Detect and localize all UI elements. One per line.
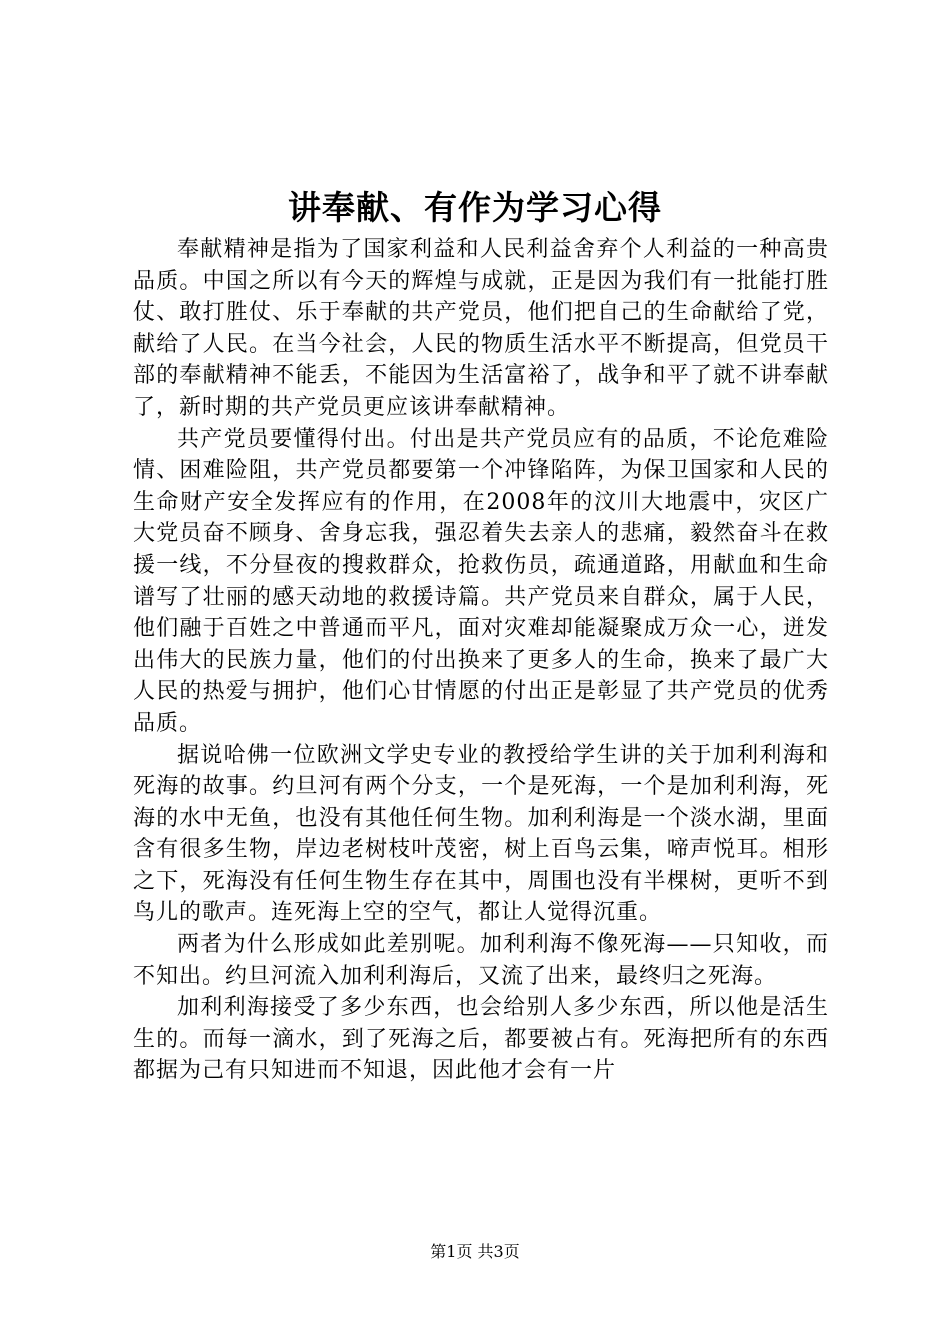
paragraph: 奉献精神是指为了国家利益和人民利益舍弃个人利益的一种高贵品质。中国之所以有今天的辉煌与成就，正是因为我们有一批能打胜仗、敢打胜仗、乐于奉献的共产党员，他们把自己的生命献给了党，献给了人民。在当今社会，人民的物质生活水平不断提高，但党员干部的奉献精神不能丢，不能因为生活富裕了，战争和平了就不讲奉献了，新时期的共产党员更应该讲奉献精神。	[133, 237, 829, 420]
document-body	[133, 234, 829, 1087]
document-title: 讲奉献、有作为学习心得	[288, 188, 662, 227]
page-footer: 第1页 共3页	[430, 1242, 520, 1261]
paragraph: 加利利海接受了多少东西，也会给别人多少东西，所以他是活生生的。而每一滴水，到了死海之后，都要被占有。死海把所有的东西都据为己有只知进而不知退，因此他才会有一片	[133, 995, 829, 1084]
paragraph: 据说哈佛一位欧洲文学史专业的教授给学生讲的关于加利利海和死海的故事。约旦河有两个分支，一个是死海，一个是加利利海，死海的水中无鱼，也没有其他任何生物。加利利海是一个淡水湖，里面含有很多生物，岸边老树枝叶茂密，树上百鸟云集，啼声悦耳。相形之下，死海没有任何生物生存在其中，周围也没有半棵树，更听不到鸟儿的歌声。连死海上空的空气，都让人觉得沉重。	[133, 742, 829, 926]
paragraph: 共产党员要懂得付出。付出是共产党员应有的品质，不论危难险情、困难险阻，共产党员都要第一个冲锋陷阵，为保卫国家和人民的生命财产安全发挥应有的作用，在2008年的汶川大地震中，灾区广大党员奋不顾身、舍身忘我，强忍着失去亲人的悲痛，毅然奋斗在救援一线，不分昼夜的搜救群众，抢救伤员，疏通道路，用献血和生命谱写了壮丽的感天动地的救援诗篇。共产党员来自群众，属于人民，他们融于百姓之中普通而平凡，面对灾难却能凝聚成万众一心，迸发出伟大的民族力量，他们的付出换来了更多人的生命，换来了最广大人民的热爱与拥护，他们心甘情愿的付出正是彰显了共产党员的优秀品质。	[133, 426, 829, 736]
paragraph: 两者为什么形成如此差别呢。加利利海不像死海——只知收，而不知出。约旦河流入加利利海后，又流了出来，最终归之死海。	[133, 932, 829, 989]
